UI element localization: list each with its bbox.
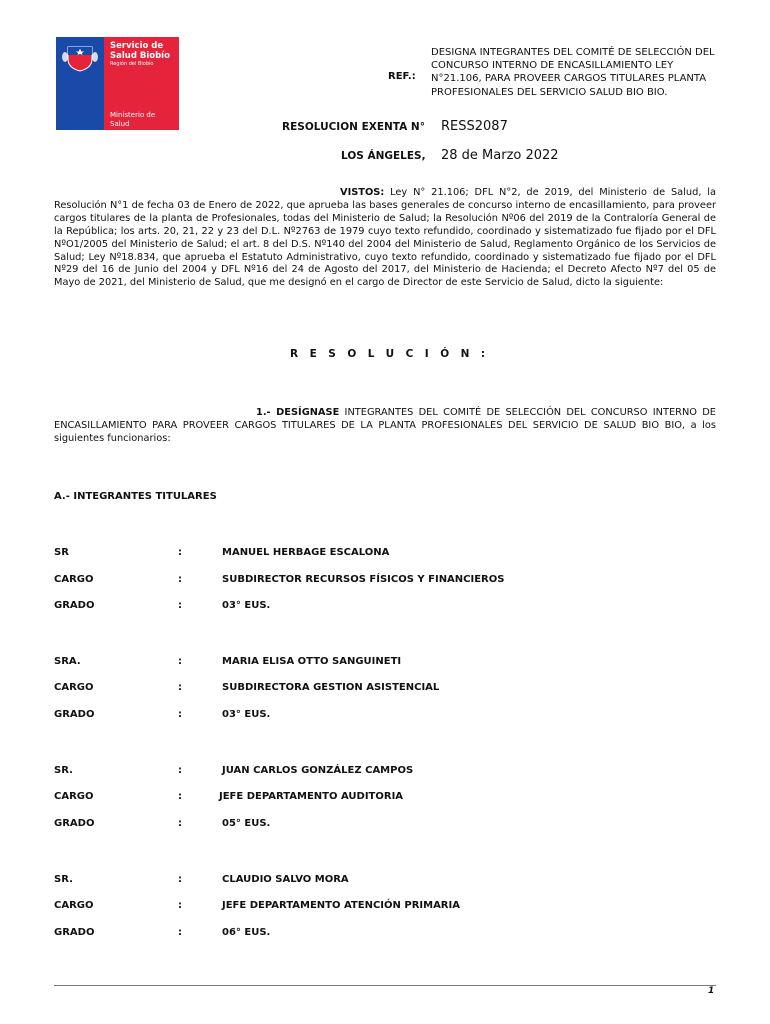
row-value: SUBDIRECTORA GESTION ASISTENCIAL [222, 682, 440, 693]
resolucion-number: RESS2087 [441, 119, 508, 134]
row-label: SR [54, 547, 69, 558]
row-value: 05° EUS. [222, 818, 271, 829]
row-value: JEFE DEPARTAMENTO AUDITORIA [219, 791, 404, 802]
row-separator: : [178, 656, 182, 667]
row-label: CARGO [54, 791, 94, 802]
row-value: JUAN CARLOS GONZÁLEZ CAMPOS [222, 765, 414, 776]
logo-service-name [110, 41, 170, 61]
row-label: SR. [54, 765, 73, 776]
resolucion-label: RESOLUCION EXENTA N° [282, 121, 425, 133]
row-value: JEFE DEPARTAMENTO ATENCIÓN PRIMARIA [222, 900, 460, 911]
point-1-paragraph [54, 407, 716, 446]
row-separator: : [178, 574, 182, 585]
logo-line-1: Servicio de [110, 41, 164, 51]
row-separator: : [178, 547, 182, 558]
row-value: 03° EUS. [222, 709, 271, 720]
row-label: CARGO [54, 682, 94, 693]
page-number: 1 [708, 986, 715, 996]
ministry-logo [56, 37, 179, 130]
row-label: GRADO [54, 709, 95, 720]
row-separator: : [178, 600, 182, 611]
row-separator: : [178, 682, 182, 693]
row-label: GRADO [54, 818, 95, 829]
row-value: 03° EUS. [222, 600, 271, 611]
row-label: GRADO [54, 927, 95, 938]
logo-line-4: Ministerio de [110, 111, 156, 119]
row-label: GRADO [54, 600, 95, 611]
section-a-title: A.- INTEGRANTES TITULARES [54, 491, 217, 502]
row-separator: : [178, 818, 182, 829]
logo-line-2: Salud Biobío [110, 51, 170, 61]
ref-label: REF.: [388, 71, 416, 82]
row-separator: : [178, 791, 182, 802]
resolution-date: 28 de Marzo 2022 [441, 148, 559, 163]
footer-rule [54, 985, 716, 986]
row-value: CLAUDIO SALVO MORA [222, 874, 349, 885]
row-separator: : [178, 765, 182, 776]
point-1-label: 1.- DESÍGNASE [256, 407, 340, 418]
logo-line-5: Salud [110, 120, 130, 128]
vistos-paragraph [54, 187, 716, 290]
row-label: SRA. [54, 656, 81, 667]
coat-of-arms-icon [62, 43, 98, 73]
vistos-label: VISTOS: [340, 187, 385, 198]
place-label: LOS ÁNGELES, [341, 150, 426, 162]
point-1-text: INTEGRANTES DEL COMITÉ DE SELECCIÓN DEL CONCURSO INTERNO DE ENCASILLAMIENTO PARA PROVEER CARGOS TITULARES DE LA PLANTA PROFESIONALES DEL SERVICIO DE SALUD BIO BIO, a los siguientes funcionarios: [54, 407, 716, 444]
row-separator: : [178, 927, 182, 938]
row-value: MANUEL HERBAGE ESCALONA [222, 547, 390, 558]
row-separator: : [178, 900, 182, 911]
vistos-text: Ley N° 21.106; DFL N°2, de 2019, del Ministerio de Salud, la Resolución N°1 de fecha 03 de Enero de 2022, que aprueba las bases generales de concurso interno de encasillamiento, para proveer cargos titulares de la planta de Profesionales, todas del Ministerio de Salud; la Resolución Nº06 del 2019 de la Contraloría General de la República; los arts. 20, 21, 22 y 23 del D.L. Nº2763 de 1979 cuyo texto refundido, coordinado y sistematizado fue fijado por el DFL NºO1/2005 del Ministerio de Salud; el art. 8 del D.S. Nº140 del 2004 del Ministerio de Salud, Reglamento Orgánico de los Servicios de Salud; Ley Nº18.834, que aprueba el Estatuto Administrativo, cuyo texto refundido, coordinado y sistematizado fue fijado por el DFL Nº29 del 16 de Junio del 2004 y DFL Nº16 del 24 de Agosto del 2017, del Ministerio de Hacienda; el Decreto Afecto Nº7 del 05 de Mayo de 2021, del Ministerio de Salud, que me designó en el cargo de Director de este Servicio de Salud, dicto la siguiente: [54, 187, 716, 289]
row-separator: : [178, 874, 182, 885]
row-label: CARGO [54, 574, 94, 585]
logo-blue-panel [56, 37, 104, 130]
logo-ministry [110, 111, 155, 129]
row-value: MARIA ELISA OTTO SANGUINETI [222, 656, 402, 667]
row-label: SR. [54, 874, 73, 885]
row-separator: : [178, 709, 182, 720]
ref-text: DESIGNA INTEGRANTES DEL COMITÉ DE SELECCIÓN DEL CONCURSO INTERNO DE ENCASILLAMIENTO LEY N°21.106, PARA PROVEER CARGOS TITULARES PLANTA PROFESIONALES DEL SERVICIO SALUD BIO BIO. [431, 47, 715, 98]
row-value: SUBDIRECTOR RECURSOS FÍSICOS Y FINANCIEROS [222, 574, 505, 585]
row-label: CARGO [54, 900, 94, 911]
resolucion-heading: RESOLUCIÓN: [290, 348, 497, 360]
logo-region: Región del Biobío [110, 61, 154, 67]
row-value: 06° EUS. [222, 927, 271, 938]
